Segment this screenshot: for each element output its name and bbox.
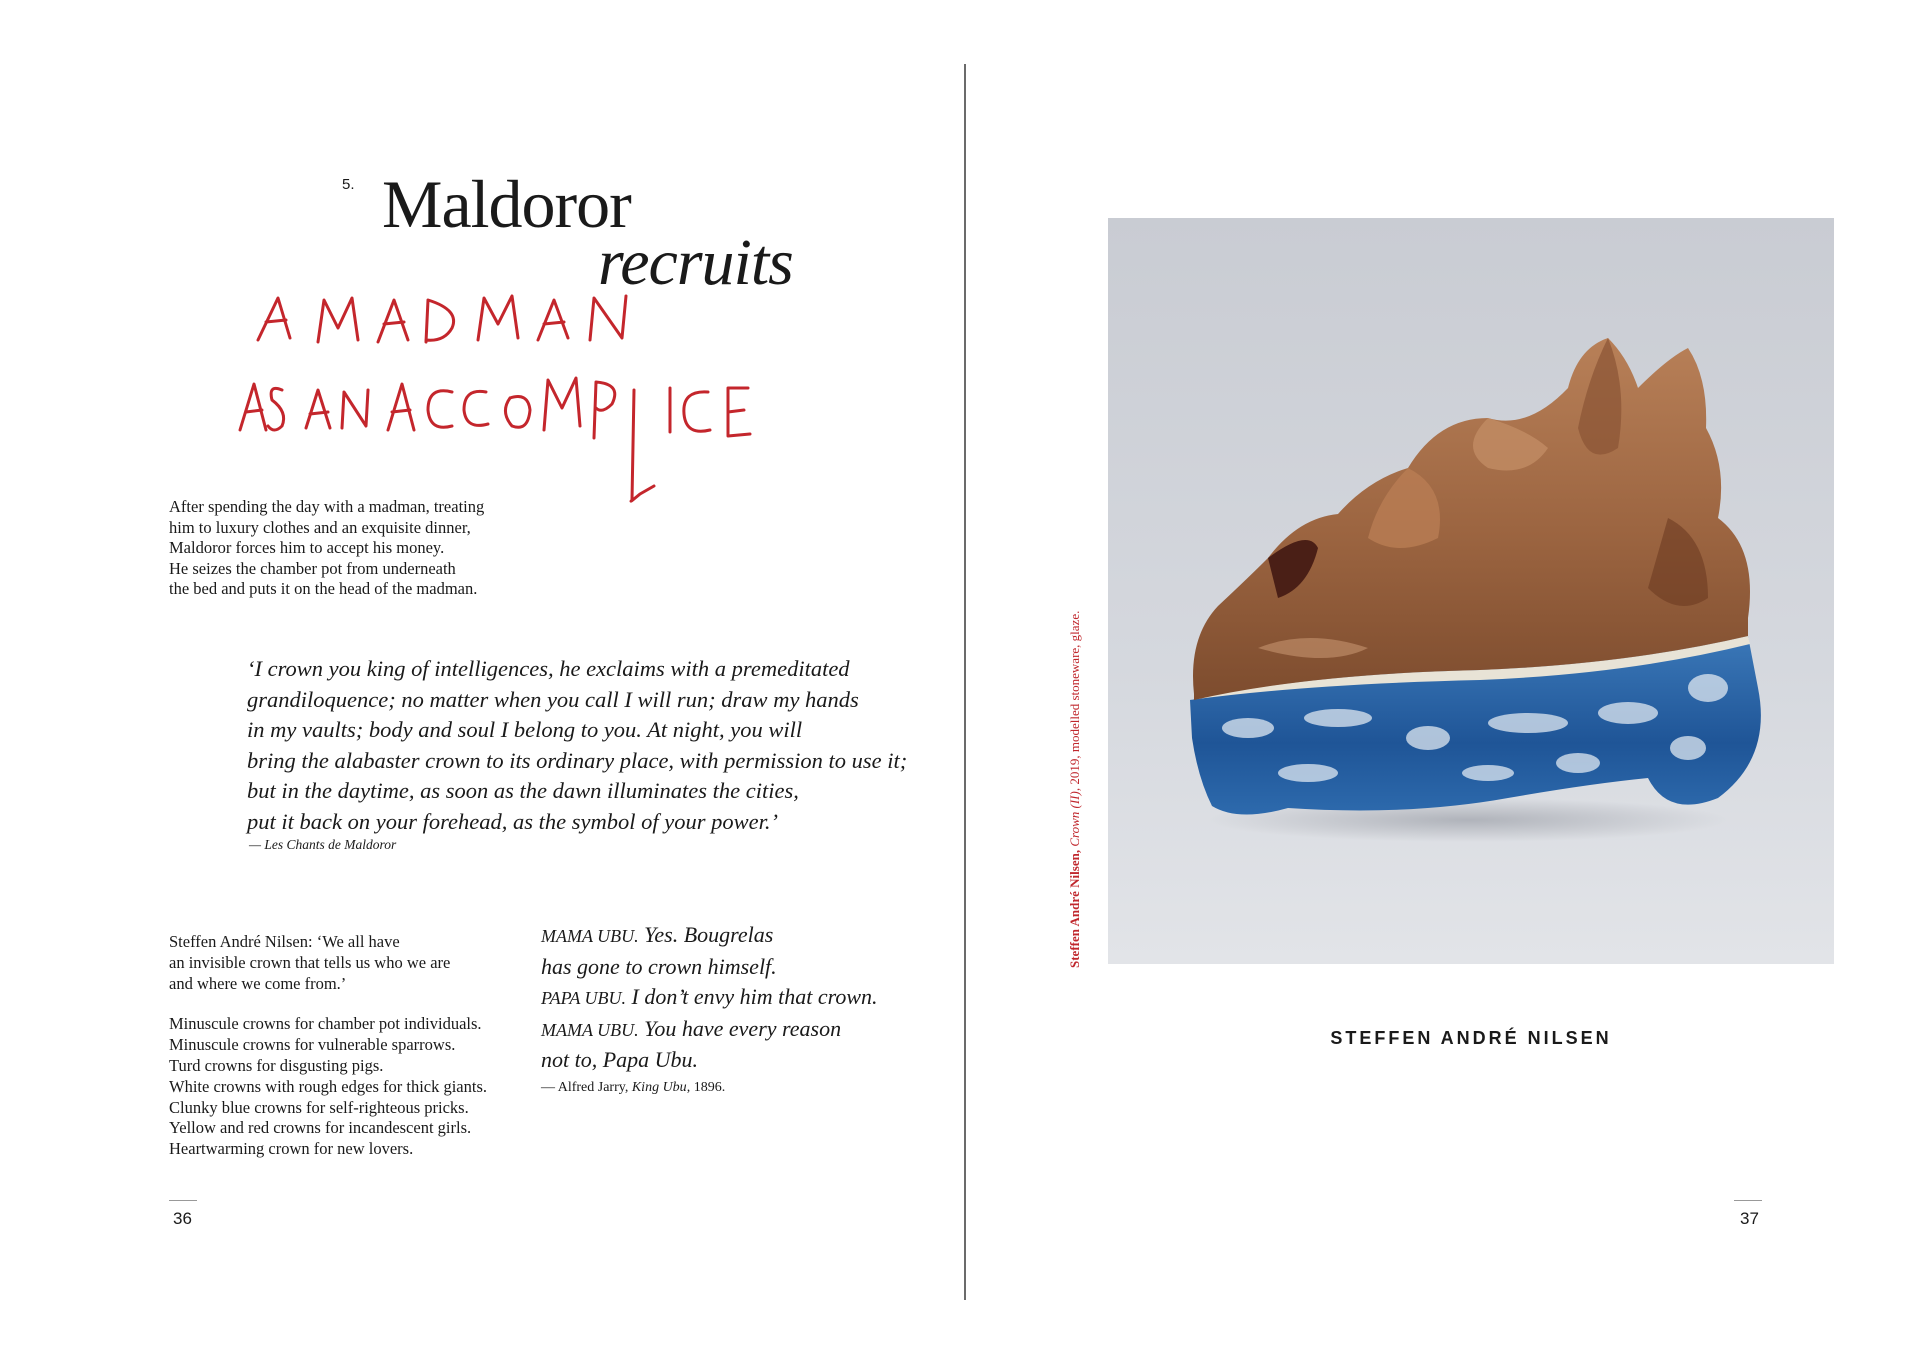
quote-line: grandiloquence; no matter when you call I will run; draw my hands [247, 686, 859, 712]
quote-line: put it back on your forehead, as the symbol of your power.’ [247, 808, 778, 834]
intro-line: He seizes the chamber pot from underneath [169, 558, 456, 578]
handwritten-subtitle [238, 280, 838, 510]
crowns-line: Heartwarming crown for new lovers. [169, 1139, 414, 1159]
intro-paragraph [169, 497, 529, 600]
intro-line: Maldoror forces him to accept his money. [169, 538, 445, 557]
dialogue-line: PAPA UBU. I don’t envy him that crown. [541, 984, 878, 1009]
ubu-dialogue [541, 920, 911, 1076]
crowns-line: Turd crowns for disgusting pigs. [169, 1055, 384, 1075]
chapter-title-italic: recruits [598, 226, 793, 299]
quote-line: in my vaults; body and soul I belong to you. At night, you will [247, 717, 803, 742]
dialogue-line: not to, Papa Ubu. [541, 1047, 699, 1072]
quote-line: bring the alabaster crown to its ordinary place, with permission to use it; [247, 747, 908, 773]
folio-rule [1734, 1200, 1762, 1201]
crown-sculpture-image [1108, 218, 1834, 964]
folio-rule [169, 1200, 197, 1201]
sculpture-photo [1108, 218, 1834, 964]
crowns-line: White crowns with rough edges for thick giants. [169, 1076, 488, 1096]
crowns-line: Yellow and red crowns for incandescent girls. [169, 1118, 472, 1138]
intro-line: After spending the day with a madman, treating [169, 497, 485, 516]
speaker-mama-ubu: MAMA UBU. [541, 1019, 639, 1040]
dialogue-line: MAMA UBU. Yes. Bougrelas [541, 922, 774, 947]
statement-line: and where we come from.’ [169, 973, 347, 993]
crowns-line: Minuscule crowns for vulnerable sparrows. [169, 1035, 456, 1055]
ubu-source: — Alfred Jarry, King Ubu, 1896. [541, 1080, 726, 1095]
quote-line: ‘I crown you king of intelligences, he exclaims with a premeditated [247, 656, 850, 681]
speaker-mama-ubu: MAMA UBU. [541, 926, 639, 946]
dialogue-line: MAMA UBU. You have every reason [541, 1015, 842, 1041]
handwriting-drawing [238, 280, 838, 510]
intro-line: him to luxury clothes and an exquisite dinner, [169, 517, 471, 537]
chapter-title-main: Maldoror [382, 166, 631, 242]
chapter-number: 5. [342, 176, 355, 193]
quote-line: but in the daytime, as soon as the dawn illuminates the cities, [247, 778, 799, 803]
statement-line: an invisible crown that tells us who we are [169, 952, 451, 972]
speaker-papa-ubu: PAPA UBU. [541, 988, 627, 1008]
crowns-line: Minuscule crowns for chamber pot individuals. [169, 1014, 482, 1034]
page-gutter [964, 64, 966, 1300]
paragraph-gap [169, 994, 529, 1014]
quote-source: — Les Chants de Maldoror [249, 837, 397, 852]
page-number-left: 36 [173, 1209, 192, 1228]
crowns-line: Clunky blue crowns for self-righteous pricks. [169, 1097, 469, 1117]
artist-heading: STEFFEN ANDRÉ NILSEN [1330, 1028, 1612, 1048]
statement-line: Steffen André Nilsen: ‘We all have [169, 932, 400, 951]
page-number-right: 37 [1740, 1209, 1759, 1228]
block-quote [247, 654, 908, 837]
photo-credit: Steffen André Nilsen, Crown (II), 2019, modelled stoneware, glaze. [1067, 610, 1082, 968]
crowns-column [169, 932, 529, 1160]
intro-line: the bed and puts it on the head of the madman. [169, 579, 478, 598]
dialogue-line: has gone to crown himself. [541, 953, 777, 979]
